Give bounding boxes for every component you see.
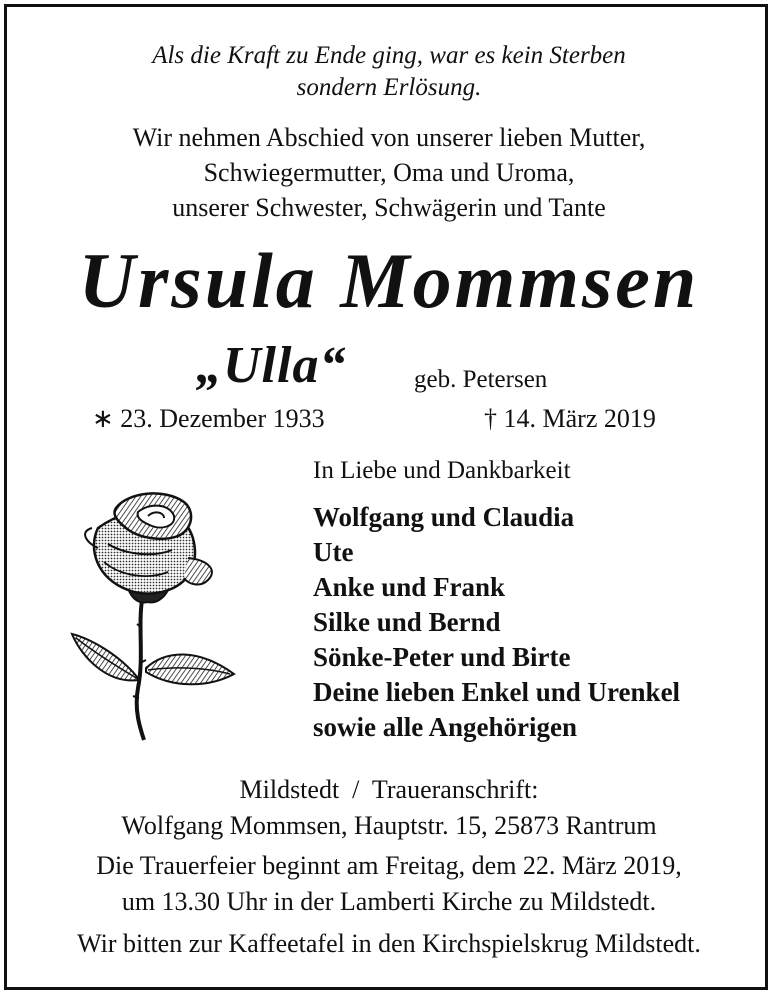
mourner-name: Wolfgang und Claudia [313,502,575,532]
mourner-name: Anke und Frank [313,572,506,602]
motto-line-1: Als die Kraft zu Ende ging, war es kein Sterben [152,42,626,69]
intro-line-1: Wir nehmen Abschied von unserer lieben Mutter, [132,123,646,152]
mourner-name: Silke und Bernd [313,607,501,637]
address-line-2: Wolfgang Mommsen, Hauptstr. 15, 25873 Rantrum [121,811,657,840]
service-line-1: Die Trauerfeier beginnt am Freitag, dem 22. März 2019, [96,851,682,880]
intro-line-2: Schwiegermutter, Oma und Uroma, [203,158,575,187]
intro-line-3: unserer Schwester, Schwägerin und Tante [172,193,606,222]
birth-date: ∗ 23. Dezember 1933 [92,404,325,433]
intro-text [0,120,778,225]
death-date: † 14. März 2019 [484,404,656,433]
rose-icon [68,488,240,742]
deceased-name: Ursula Mommsen [78,237,700,324]
address-line-1: Mildstedt / Traueranschrift: [239,775,539,804]
birth-name: geb. Petersen [414,366,548,393]
mourners-intro: In Liebe und Dankbarkeit [313,457,571,484]
service-line-2: um 13.30 Uhr in der Lamberti Kirche zu Mildstedt. [121,887,657,916]
motto-line-2: sondern Erlösung. [296,74,482,101]
mourner-name: sowie alle Angehörigen [313,712,577,742]
motto [0,40,778,104]
mourner-name: Deine lieben Enkel und Urenkel [313,677,681,707]
coffee-invitation: Wir bitten zur Kaffeetafel in den Kirchspielskrug Mildstedt. [77,929,701,958]
address-block [0,772,778,844]
mourners-list [313,500,680,745]
service-info [0,848,778,920]
mourner-name: Sönke-Peter und Birte [313,642,571,672]
mourner-name: Ute [313,537,354,567]
deceased-nickname: „Ulla“ [196,337,347,394]
